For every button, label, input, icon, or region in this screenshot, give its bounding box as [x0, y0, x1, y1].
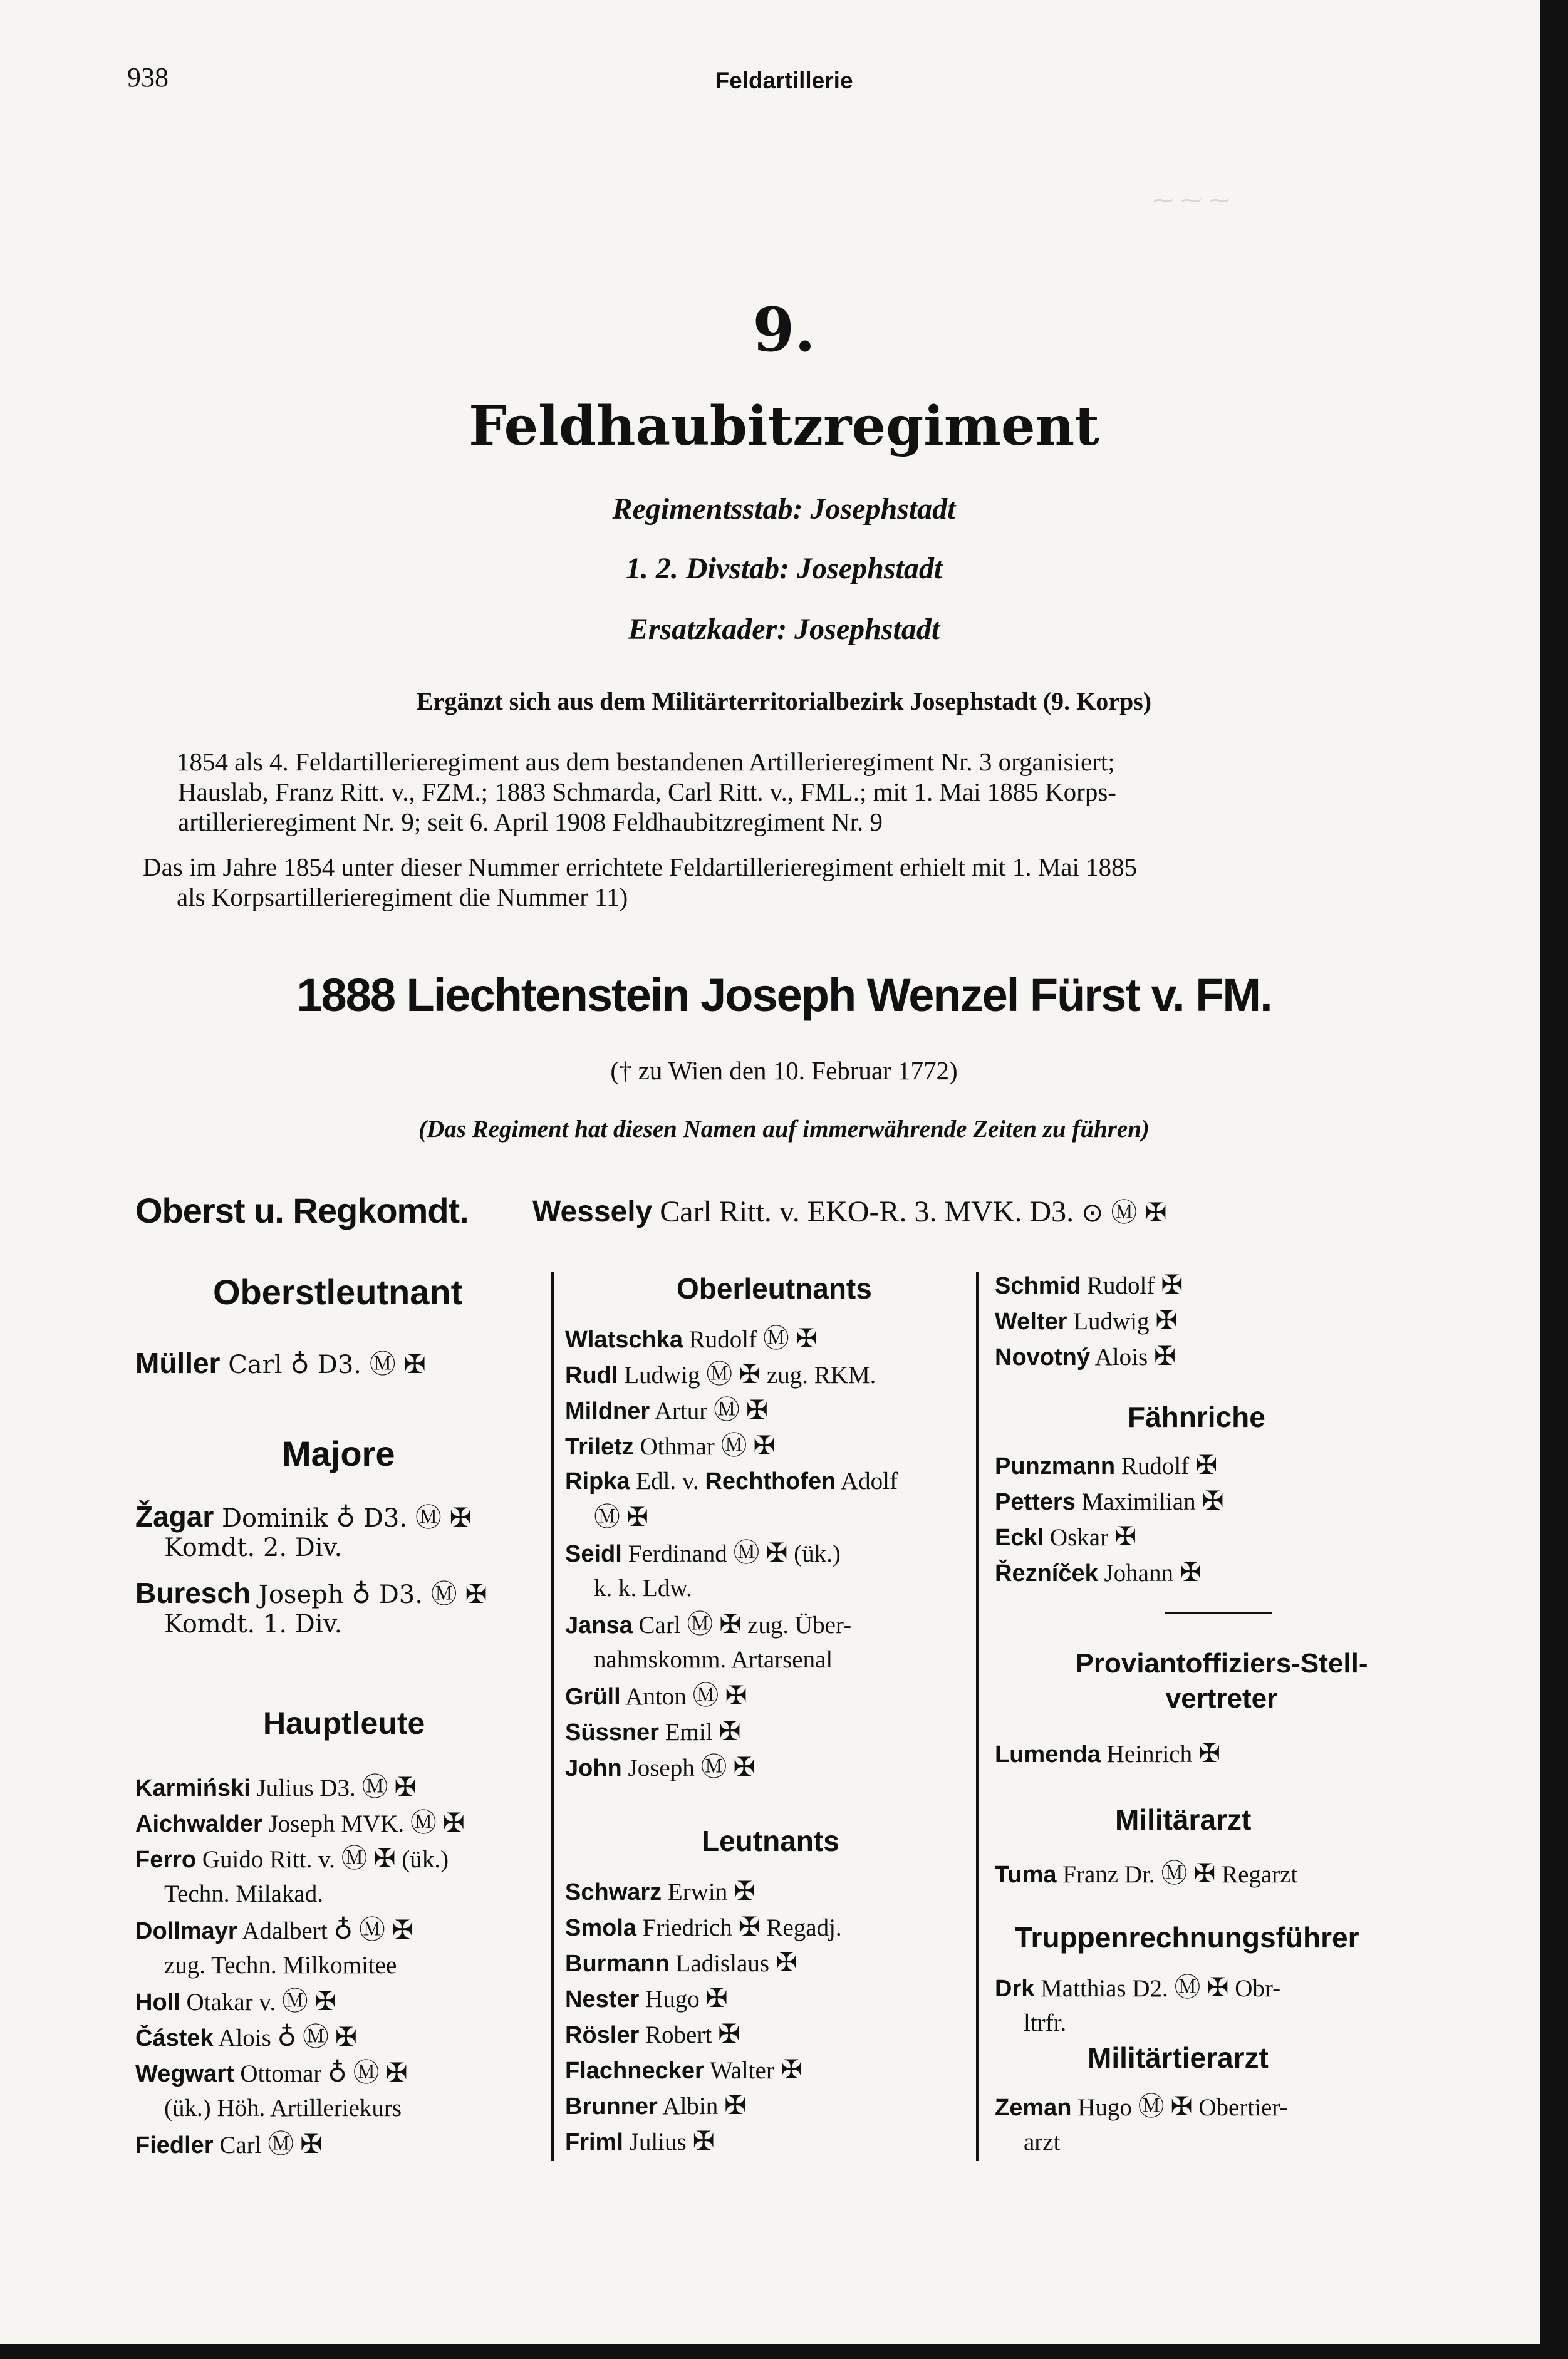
cross-icon: ✠	[717, 2018, 740, 2049]
entry-flachnecker: Flachnecker Walter ✠	[565, 2054, 802, 2085]
entry-lumenda: Lumenda Heinrich ✠	[995, 1738, 1221, 1768]
column-divider-right	[976, 1272, 979, 2161]
cross-icon: ✠	[465, 1579, 487, 1609]
entry-punzmann: Punzmann Rudolf ✠	[995, 1449, 1218, 1480]
entry-decoration: D3.	[378, 1580, 423, 1609]
page-number: 938	[127, 62, 169, 93]
cross-icon: ✠	[1114, 1521, 1137, 1552]
history-line3: artillerieregiment Nr. 9; seit 6. April 1908 Feldhaubitzregiment Nr. 9	[178, 807, 883, 836]
entry-given-name: Carl	[228, 1351, 283, 1379]
cross-icon: ✠	[1198, 1738, 1221, 1768]
column-divider-left	[551, 1272, 554, 2161]
cross-icon: ✠	[391, 1914, 413, 1945]
decoration-bell-icon: ♁	[351, 1579, 371, 1609]
entry-holl: Holl Otakar v. Ⓜ ✠	[135, 1986, 336, 2016]
history-line2: Hauslab, Franz Ritt. v., FZM.; 1883 Schmarda, Carl Ritt. v., FML.; mit 1. Mai 1885 Korps-	[178, 777, 1116, 806]
cross-icon: ✠	[335, 2021, 357, 2052]
entry-aichwalder: Aichwalder Joseph MVK. Ⓜ ✠	[135, 1807, 465, 1838]
show-through: ⁓ ⁓ ⁓	[1153, 188, 1230, 213]
cross-icon: ✠	[738, 1911, 761, 1942]
cross-icon: ✠	[1195, 1449, 1218, 1480]
ergaenzungsbezirk: Ergänzt sich aus dem Militärterritorialbezirk Josephstadt (9. Korps)	[416, 687, 1152, 715]
entry-decoration: D3.	[363, 1504, 408, 1533]
military-merit-medal-icon: Ⓜ	[706, 1359, 733, 1389]
entry-zagar-function: Komdt. 2. Div.	[164, 1533, 343, 1562]
inhaber-heading: 1888 Liechtenstein Joseph Wenzel Fürst v. FM.	[296, 969, 1272, 1021]
cross-icon: ✠	[1161, 1269, 1183, 1300]
entry-gruell: Grüll Anton Ⓜ ✠	[565, 1680, 747, 1711]
history-paragraph	[177, 747, 1404, 837]
inhaber-note: (Das Regiment hat diesen Namen auf immerwährende Zeiten zu führen)	[418, 1116, 1150, 1143]
entry-buresch	[135, 1574, 487, 1611]
military-merit-medal-icon: Ⓜ	[762, 1323, 789, 1354]
military-merit-medal-icon: Ⓜ	[303, 2021, 330, 2052]
cross-icon: ✠	[314, 1986, 336, 2016]
entry-schmid: Schmid Rudolf ✠	[995, 1269, 1183, 1300]
entry-seidl: Seidl Ferdinand Ⓜ ✠ (ük.)	[565, 1537, 841, 1568]
commander-surname: Wessely	[532, 1195, 653, 1228]
cross-icon: ✠	[795, 1323, 818, 1354]
military-merit-medal-icon: Ⓜ	[713, 1394, 740, 1425]
military-merit-medal-icon: Ⓜ	[594, 1501, 621, 1532]
military-merit-medal-icon: Ⓜ	[281, 1986, 308, 2016]
cross-icon: ✠	[724, 2090, 747, 2120]
entry-wlatschka: Wlatschka Rudolf Ⓜ ✠	[565, 1323, 818, 1354]
cross-icon: ✠	[1207, 1972, 1229, 2003]
heading-hauptleute: Hauptleute	[263, 1706, 425, 1741]
heading-militaertierarzt: Militärtierarzt	[1088, 2041, 1269, 2074]
military-merit-medal-icon: Ⓜ	[353, 2057, 380, 2088]
cross-icon: ✠	[1170, 2091, 1193, 2122]
entry-schwarz: Schwarz Erwin ✠	[565, 1875, 756, 1906]
cross-icon: ✠	[442, 1807, 465, 1838]
entry-dollmayr-function: zug. Techn. Milkomitee	[164, 1952, 397, 1979]
military-merit-medal-icon: Ⓜ	[410, 1807, 437, 1838]
heading-truppenrechnungsfuehrer: Truppenrechnungsführer	[1015, 1921, 1359, 1954]
history-note	[143, 852, 1408, 912]
cross-icon: ✠	[300, 2128, 323, 2159]
entry-roesler: Rösler Robert ✠	[565, 2018, 740, 2049]
entry-seidl-function: k. k. Ldw.	[594, 1575, 692, 1602]
scan-border-bottom	[0, 2344, 1568, 2359]
heading-oberleutnants: Oberleutnants	[677, 1272, 872, 1305]
cross-icon: ✠	[385, 2057, 408, 2088]
entry-drk: Drk Matthias D2. Ⓜ ✠ Obr-	[995, 1972, 1281, 2003]
entry-buresch-function: Komdt. 1. Div.	[164, 1610, 343, 1639]
entry-burmann: Burmann Ladislaus ✠	[565, 1947, 797, 1978]
running-title: Feldartillerie	[715, 68, 853, 93]
entry-triletz: Triletz Othmar Ⓜ ✠	[565, 1430, 776, 1461]
military-merit-medal-icon: Ⓜ	[692, 1680, 719, 1711]
entry-ferro: Ferro Guido Ritt. v. Ⓜ ✠ (ük.)	[135, 1843, 449, 1874]
entry-friml: Friml Julius ✠	[565, 2125, 715, 2156]
cross-icon: ✠	[1179, 1557, 1202, 1587]
entry-jansa-function: nahmskomm. Artarsenal	[594, 1646, 833, 1673]
circle-icon: ⊙	[1081, 1197, 1104, 1228]
military-merit-medal-icon: Ⓜ	[1174, 1972, 1201, 2003]
history-note-line2: als Korpsartillerieregiment die Nummer 11)	[177, 883, 628, 911]
heading-faehnriche: Fähnriche	[1128, 1401, 1265, 1433]
military-merit-medal-icon: Ⓜ	[687, 1609, 714, 1639]
entry-given-name: Joseph	[258, 1580, 344, 1609]
cross-icon: ✠	[626, 1501, 648, 1532]
military-merit-medal-icon: Ⓜ	[341, 1843, 368, 1874]
entry-reznicek: Řezníček Johann ✠	[995, 1557, 1202, 1587]
cross-icon: ✠	[403, 1349, 426, 1379]
military-merit-medal-icon: Ⓜ	[267, 2128, 294, 2159]
entry-john: John Joseph Ⓜ ✠	[565, 1751, 755, 1782]
decoration-bell-icon: ♁	[333, 1914, 353, 1945]
cross-icon: ✠	[719, 1609, 742, 1639]
entry-surname: Buresch	[135, 1577, 251, 1609]
entry-drk-function: ltrfr.	[1024, 2009, 1067, 2036]
military-merit-medal-icon: Ⓜ	[361, 1771, 388, 1802]
cross-icon: ✠	[1153, 1340, 1176, 1371]
divstab: 1. 2. Divstab: Josephstadt	[625, 552, 943, 585]
cross-icon: ✠	[692, 2125, 715, 2156]
decoration-bell-icon: ♁	[336, 1502, 356, 1533]
history-note-line1: Das im Jahre 1854 unter dieser Nummer errichtete Feldartillerieregiment erhielt mit 1. Mai 1885	[143, 853, 1138, 881]
heading-oberstleutnant: Oberstleutnant	[213, 1272, 463, 1312]
entry-karminski: Karmiński Julius D3. Ⓜ ✠	[135, 1771, 417, 1802]
history-year: 1854	[177, 747, 228, 776]
decoration-bell-icon: ♁	[277, 2021, 297, 2052]
cross-icon: ✠	[780, 2054, 802, 2085]
entry-ferro-function: Techn. Milakad.	[164, 1880, 323, 1907]
entry-wegwart-function: (ük.) Höh. Artilleriekurs	[164, 2095, 402, 2122]
section-rule	[1165, 1612, 1272, 1614]
entry-rudl: Rudl Ludwig Ⓜ ✠ zug. RKM.	[565, 1359, 876, 1389]
heading-proviantoffizier-line1: Proviantoffiziers-Stell-	[1075, 1648, 1368, 1679]
commander-entry	[532, 1192, 1167, 1230]
heading-proviantoffizier	[1027, 1646, 1416, 1716]
entry-suessner: Süssner Emil ✠	[565, 1716, 741, 1746]
entry-petters: Petters Maximilian ✠	[995, 1485, 1224, 1516]
heading-majore: Majore	[282, 1434, 395, 1473]
cross-icon: ✠	[733, 1751, 755, 1782]
cross-icon: ✠	[1145, 1197, 1167, 1228]
cross-icon: ✠	[1155, 1305, 1178, 1335]
regiment-number: 9.	[752, 294, 816, 365]
military-merit-medal-icon: Ⓜ	[369, 1349, 396, 1379]
entry-zeman: Zeman Hugo Ⓜ ✠ Obertier-	[995, 2091, 1288, 2122]
entry-decoration: D3.	[317, 1351, 361, 1379]
military-merit-medal-icon: Ⓜ	[358, 1914, 385, 1945]
cross-icon: ✠	[745, 1394, 768, 1425]
inhaber-death: († zu Wien den 10. Februar 1772)	[610, 1056, 958, 1085]
military-merit-medal-icon: Ⓜ	[1138, 2091, 1165, 2122]
history-line1: als 4. Feldartillerieregiment aus dem bestandenen Artillerieregiment Nr. 3 organisiert;	[234, 747, 1115, 776]
entry-castek: Částek Alois ♁ Ⓜ ✠	[135, 2021, 357, 2052]
entry-dollmayr: Dollmayr Adalbert ♁ Ⓜ ✠	[135, 1914, 413, 1945]
ersatzkader: Ersatzkader: Josephstadt	[628, 613, 940, 646]
entry-tuma: Tuma Franz Dr. Ⓜ ✠ Regarzt	[995, 1858, 1298, 1889]
cross-icon: ✠	[739, 1359, 761, 1389]
entry-surname: Žagar	[135, 1500, 214, 1533]
cross-icon: ✠	[719, 1716, 741, 1746]
cross-icon: ✠	[753, 1430, 776, 1461]
entry-given-name: Dominik	[221, 1504, 328, 1533]
entry-smola: Smola Friedrich ✠ Regadj.	[565, 1911, 842, 1942]
cross-icon: ✠	[766, 1537, 788, 1568]
military-merit-medal-icon: Ⓜ	[1161, 1858, 1188, 1889]
cross-icon: ✠	[725, 1680, 747, 1711]
commander-rank: Oberst u. Regkomdt.	[135, 1191, 469, 1230]
military-merit-medal-icon: Ⓜ	[700, 1751, 727, 1782]
entry-eckl: Eckl Oskar ✠	[995, 1521, 1137, 1552]
entry-mildner: Mildner Artur Ⓜ ✠	[565, 1394, 768, 1425]
entry-novotny: Novotný Alois ✠	[995, 1340, 1176, 1371]
cross-icon: ✠	[705, 1983, 728, 2013]
military-merit-medal-icon: Ⓜ	[430, 1579, 457, 1609]
entry-surname: Müller	[135, 1347, 221, 1379]
cross-icon: ✠	[1202, 1485, 1224, 1516]
entry-ripka: Ripka Edl. v. Rechthofen Adolf	[565, 1468, 898, 1495]
entry-nester: Nester Hugo ✠	[565, 1983, 728, 2013]
cross-icon: ✠	[775, 1947, 797, 1978]
cross-icon: ✠	[449, 1502, 472, 1533]
entry-mueller	[135, 1344, 426, 1381]
entry-ripka-decorations	[594, 1499, 648, 1536]
decoration-bell-icon: ♁	[290, 1349, 310, 1379]
military-merit-medal-icon: Ⓜ	[415, 1502, 442, 1533]
heading-proviantoffizier-line2: vertreter	[1165, 1683, 1278, 1714]
decoration-bell-icon: ♁	[328, 2057, 347, 2088]
entry-jansa: Jansa Carl Ⓜ ✠ zug. Über-	[565, 1609, 852, 1639]
commander-rest: Carl Ritt. v. EKO-R. 3. MVK. D3.	[660, 1195, 1074, 1228]
cross-icon: ✠	[394, 1771, 417, 1802]
entry-fiedler: Fiedler Carl Ⓜ ✠	[135, 2128, 323, 2159]
cross-icon: ✠	[1193, 1858, 1216, 1889]
entry-zeman-function: arzt	[1024, 2128, 1061, 2155]
entry-zagar	[135, 1497, 472, 1535]
heading-militaerarzt: Militärarzt	[1115, 1803, 1252, 1836]
military-merit-medal-icon: Ⓜ	[720, 1430, 747, 1461]
military-merit-medal-icon: Ⓜ	[733, 1537, 760, 1568]
entry-wegwart: Wegwart Ottomar ♁ Ⓜ ✠	[135, 2057, 408, 2088]
regiment-title: Feldhaubitzregiment	[469, 395, 1099, 458]
cross-icon: ✠	[373, 1843, 396, 1874]
entry-welter: Welter Ludwig ✠	[995, 1305, 1178, 1335]
regimentsstab: Regimentsstab: Josephstadt	[612, 492, 956, 526]
cross-icon: ✠	[733, 1875, 756, 1906]
entry-brunner: Brunner Albin ✠	[565, 2090, 747, 2120]
heading-leutnants: Leutnants	[702, 1825, 839, 1857]
military-merit-medal-icon: Ⓜ	[1111, 1197, 1138, 1228]
